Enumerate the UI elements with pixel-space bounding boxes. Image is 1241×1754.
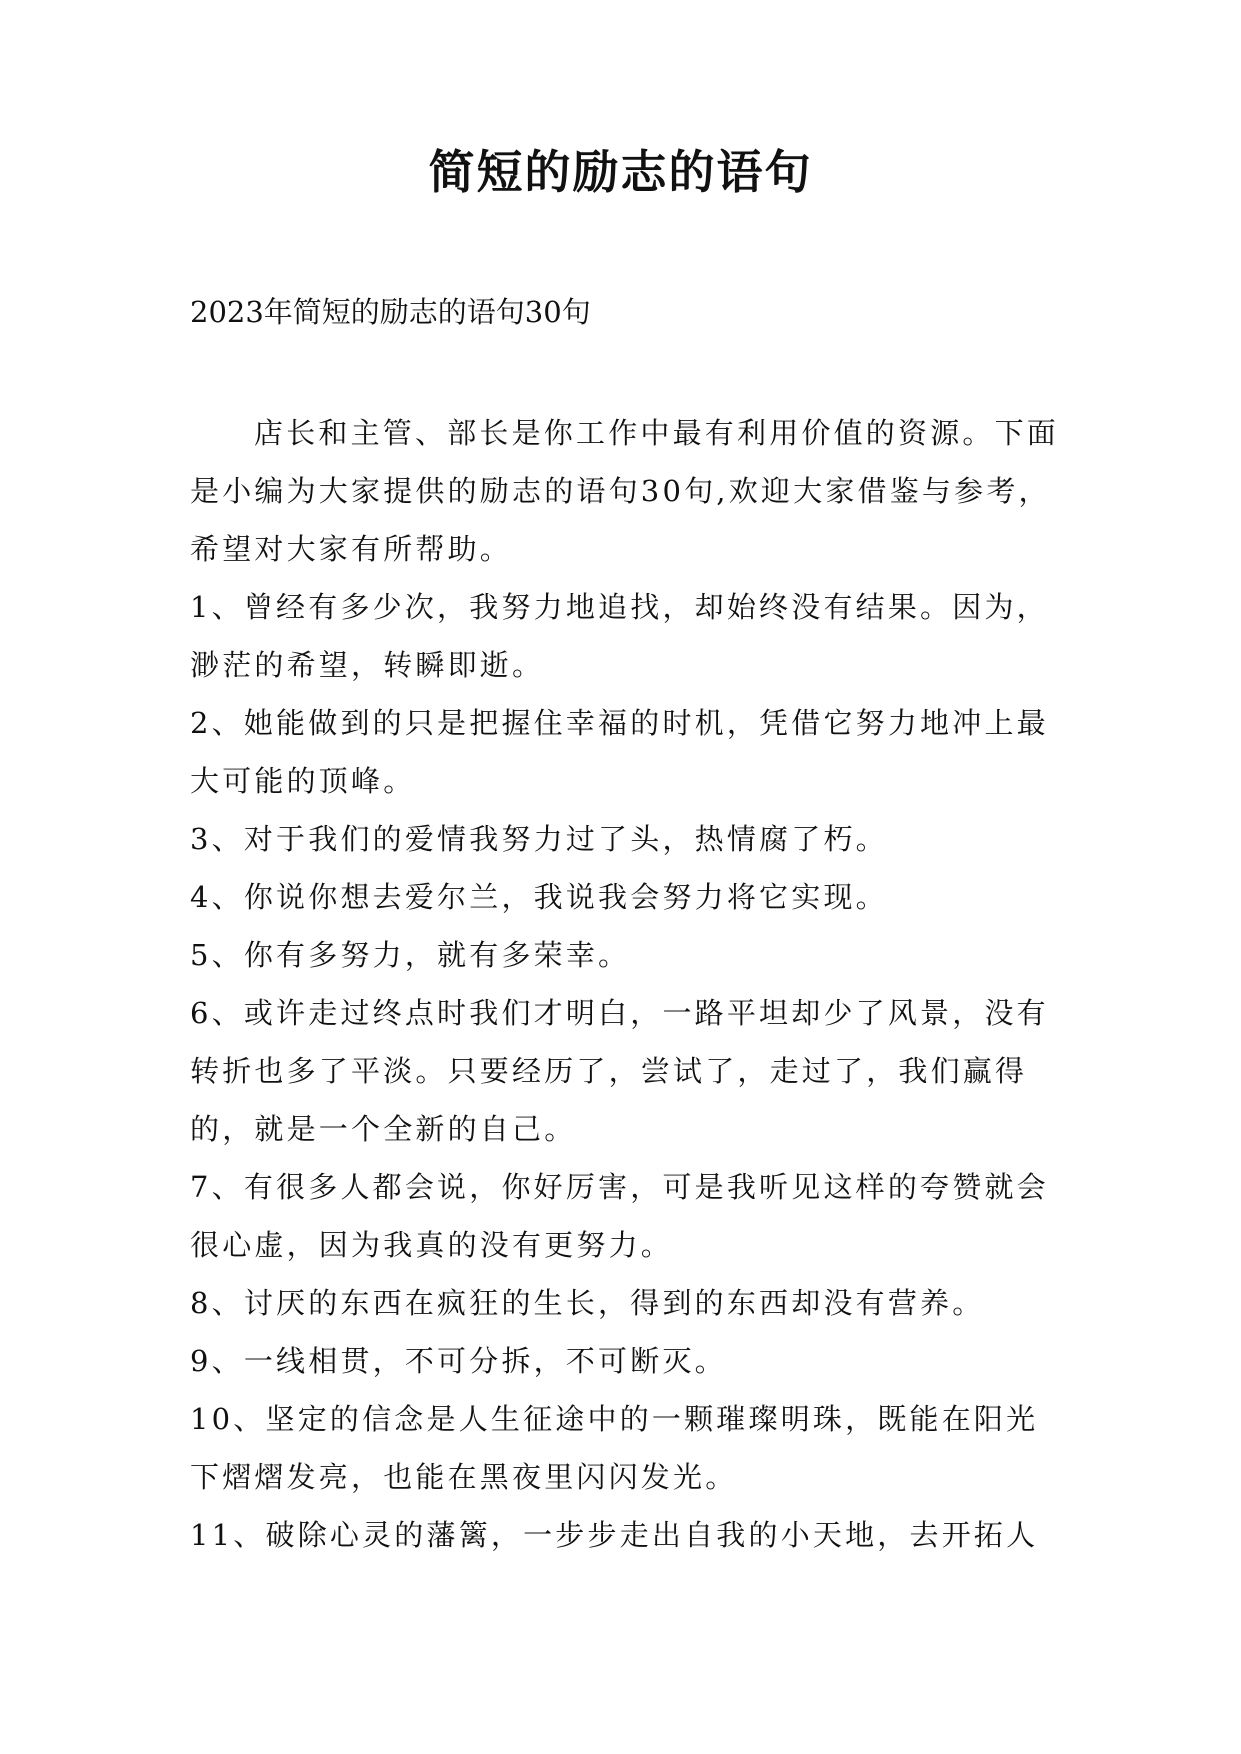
list-item: 1、曾经有多少次，我努力地追找，却始终没有结果。因为，渺茫的希望，转瞬即逝。	[190, 590, 1049, 682]
list-item: 7、有很多人都会说，你好厉害，可是我听见这样的夸赞就会很心虚，因为我真的没有更努力。	[190, 1170, 1049, 1262]
page-title: 简短的励志的语句	[428, 145, 813, 199]
list-item: 2、她能做到的只是把握住幸福的时机，凭借它努力地冲上最大可能的顶峰。	[190, 706, 1049, 798]
list-item: 3、对于我们的爱情我努力过了头，热情腐了朽。	[190, 822, 888, 856]
list-item: 8、讨厌的东西在疯狂的生长，得到的东西却没有营养。	[190, 1286, 985, 1320]
list-item: 11、破除心灵的藩篱，一步步走出自我的小天地，去开拓人	[190, 1518, 1039, 1552]
document-subtitle: 2023年简短的励志的语句30句	[190, 295, 591, 329]
list-item: 6、或许走过终点时我们才明白，一路平坦却少了风景，没有转折也多了平淡。只要经历了，尝试了，走过了，我们赢得的，就是一个全新的自己。	[190, 996, 1049, 1146]
intro-paragraph: 店长和主管、部长是你工作中最有利用价值的资源。下面是小编为大家提供的励志的语句30句,欢迎大家借鉴与参考，希望对大家有所帮助。	[190, 416, 1060, 566]
list-item: 10、坚定的信念是人生征途中的一颗璀璨明珠，既能在阳光下熠熠发亮，也能在黑夜里闪闪发光。	[190, 1402, 1039, 1494]
list-item: 5、你有多努力，就有多荣幸。	[190, 938, 631, 972]
list-item: 4、你说你想去爱尔兰，我说我会努力将它实现。	[190, 880, 888, 914]
document-body	[190, 404, 1060, 1564]
list-item: 9、一线相贯，不可分拆，不可断灭。	[190, 1344, 727, 1378]
